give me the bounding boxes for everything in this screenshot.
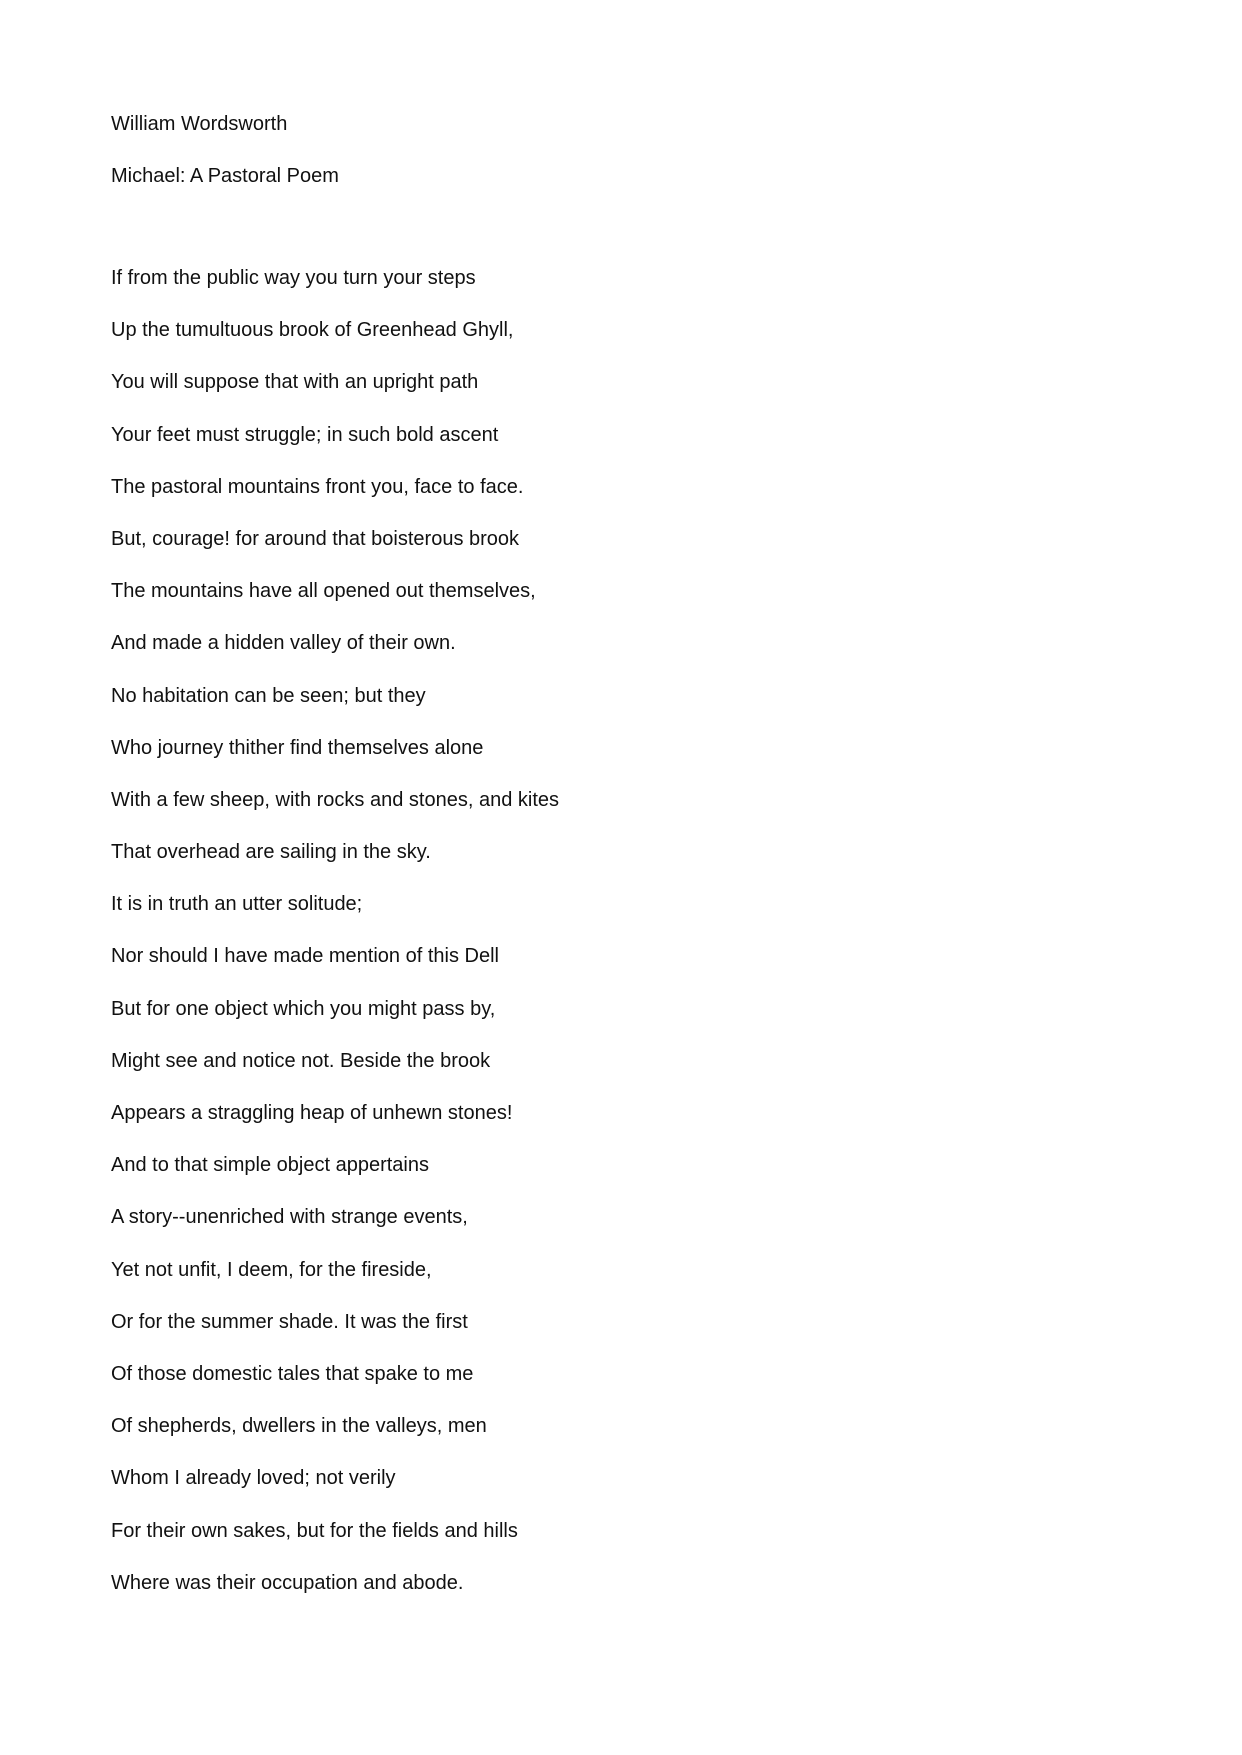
author-name: William Wordsworth	[111, 113, 288, 135]
poem-line: That overhead are sailing in the sky.	[111, 841, 431, 864]
poem-line: Yet not unfit, I deem, for the fireside,	[111, 1258, 432, 1281]
poem-line: You will suppose that with an upright path	[111, 371, 479, 394]
poem-line: With a few sheep, with rocks and stones, and kites	[111, 788, 559, 811]
poem-line: Nor should I have made mention of this Dell	[111, 945, 499, 968]
poem-line: Might see and notice not. Beside the brook	[111, 1049, 491, 1072]
poem-title: Michael: A Pastoral Poem	[111, 165, 339, 187]
poem-line: A story--unenriched with strange events,	[111, 1206, 468, 1229]
poem-line: Who journey thither find themselves alone	[111, 736, 484, 759]
poem-line: Whom I already loved; not verily	[111, 1467, 396, 1490]
poem-line: The mountains have all opened out themselves,	[111, 580, 536, 603]
poem-line: Appears a straggling heap of unhewn stones!	[111, 1102, 513, 1124]
poem-line: Your feet must struggle; in such bold ascent	[111, 423, 499, 446]
poem-line: Of those domestic tales that spake to me	[111, 1362, 474, 1385]
poem-line: And made a hidden valley of their own.	[111, 632, 456, 655]
poem-line: Up the tumultuous brook of Greenhead Ghyll,	[111, 319, 514, 342]
poem-line: But for one object which you might pass by,	[111, 997, 496, 1020]
poem-line: No habitation can be seen; but they	[111, 684, 426, 707]
poem-line: And to that simple object appertains	[111, 1154, 429, 1177]
poem-line: The pastoral mountains front you, face to face.	[111, 475, 524, 498]
poem-body	[111, 266, 559, 1623]
poem-line: Or for the summer shade. It was the first	[111, 1310, 468, 1333]
poem-line: It is in truth an utter solitude;	[111, 893, 363, 916]
poem-line: For their own sakes, but for the fields and hills	[111, 1519, 518, 1542]
poem-line: If from the public way you turn your steps	[111, 267, 476, 289]
poem-line: Of shepherds, dwellers in the valleys, men	[111, 1415, 487, 1438]
poem-line: Where was their occupation and abode.	[111, 1571, 464, 1594]
poem-line: But, courage! for around that boisterous brook	[111, 527, 520, 550]
